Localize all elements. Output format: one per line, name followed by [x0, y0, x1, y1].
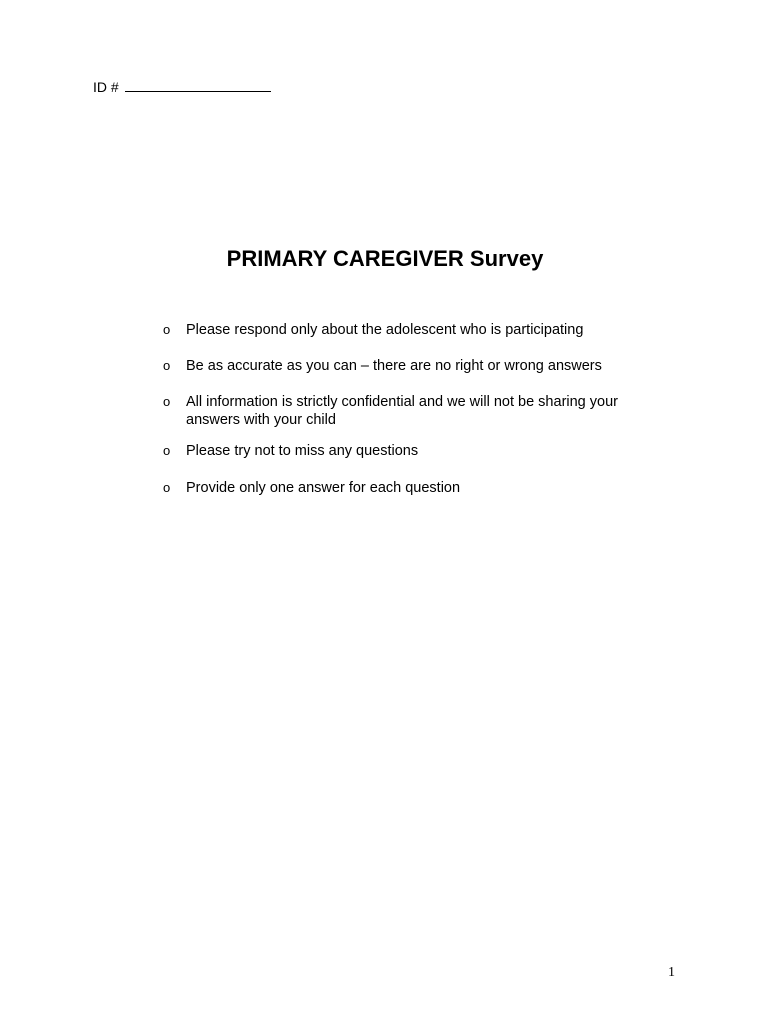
bullet-icon: o — [163, 443, 171, 458]
instruction-text: Be as accurate as you can – there are no right or wrong answers — [186, 358, 602, 374]
bullet-icon: o — [163, 322, 171, 337]
instruction-text: Provide only one answer for each question — [186, 480, 461, 496]
instruction-text: Please try not to miss any questions — [186, 443, 419, 459]
instruction-item — [163, 321, 663, 339]
instruction-text: All information is strictly confidential and we will not be sharing your answers with your child — [186, 394, 618, 428]
bullet-icon: o — [163, 394, 171, 409]
instruction-item — [163, 442, 663, 460]
bullet-icon: o — [163, 358, 171, 373]
page-number: 1 — [668, 965, 675, 980]
instruction-text: Please respond only about the adolescent who is participating — [186, 322, 584, 338]
instruction-item — [163, 357, 663, 375]
id-number-field — [93, 78, 271, 96]
id-number-blank-line — [125, 78, 271, 92]
document-title: PRIMARY CAREGIVER Survey — [226, 246, 544, 271]
id-number-label: ID # — [93, 79, 119, 95]
bullet-icon: o — [163, 480, 171, 495]
instructions-list — [163, 321, 663, 497]
instruction-item — [163, 479, 663, 497]
instruction-item — [163, 393, 663, 429]
